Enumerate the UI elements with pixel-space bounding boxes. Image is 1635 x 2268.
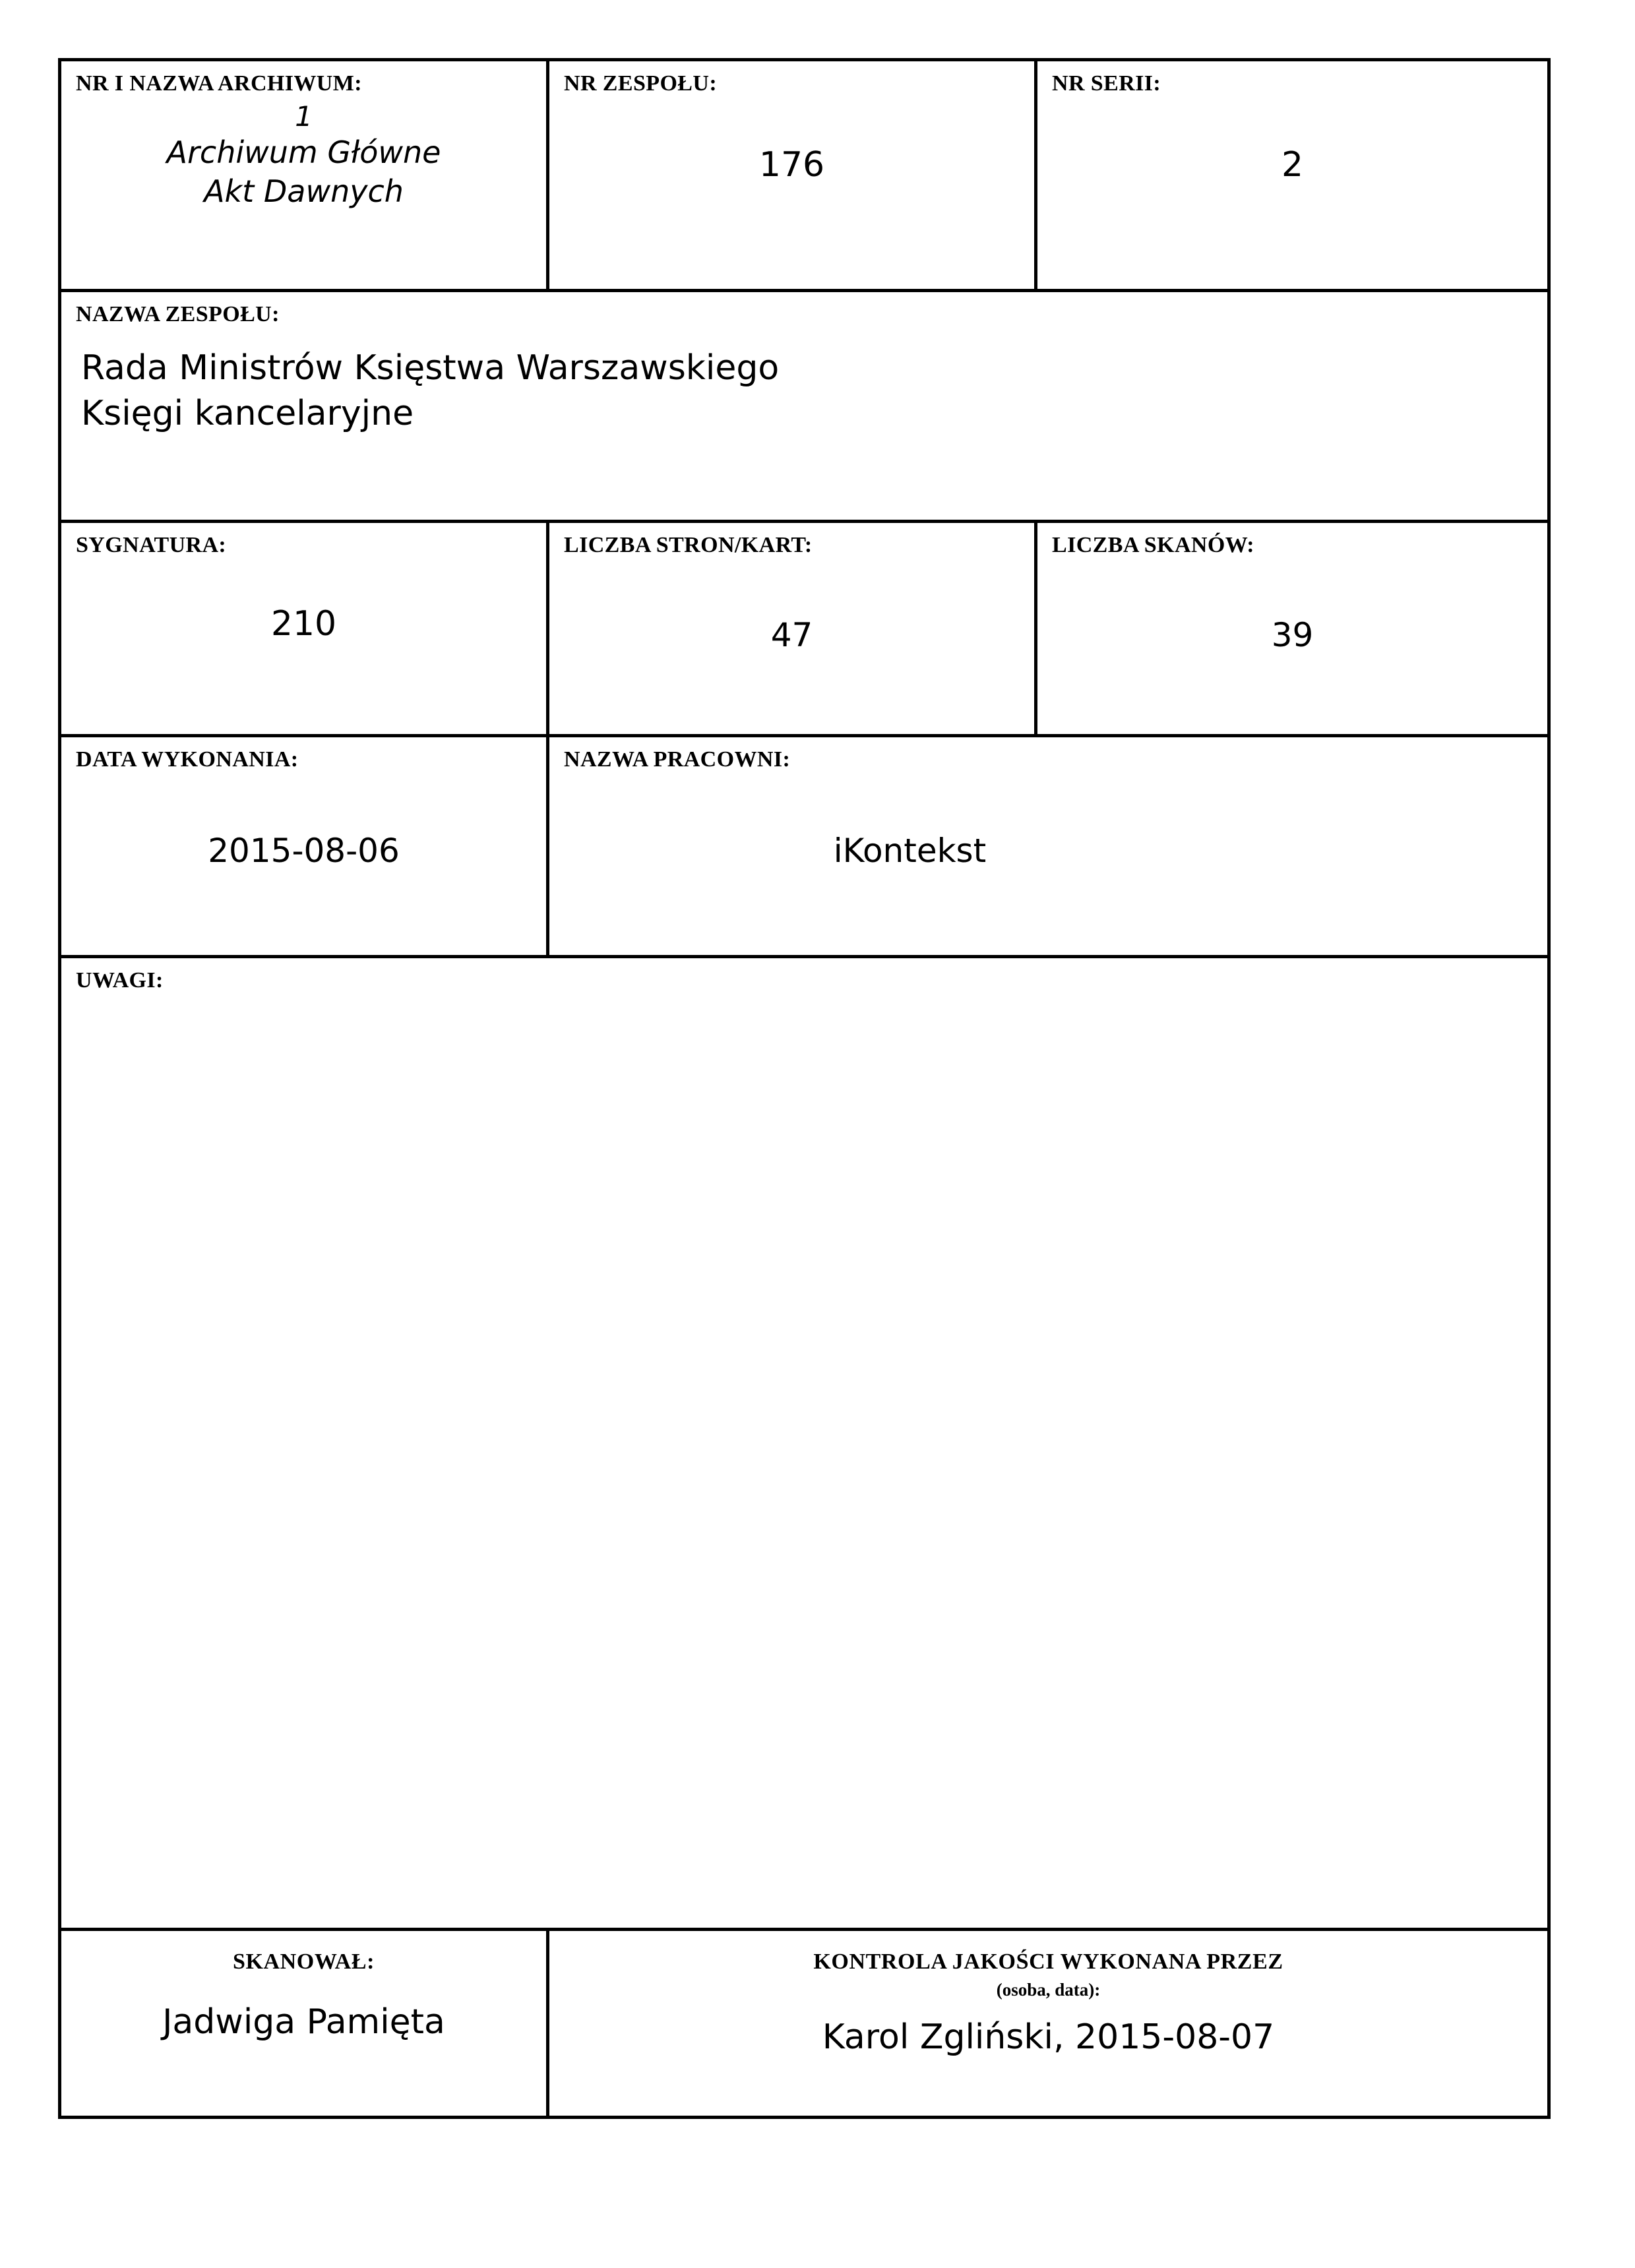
cell-nr-serii [1036,60,1549,291]
kontrola-sublabel-open: ( [996,1980,1003,2000]
data-wykonania-value: 2015-08-06 [208,832,400,871]
table-row [60,522,1549,736]
table-row [60,957,1549,1930]
table-row [60,60,1549,291]
cell-liczba-skanow [1036,522,1549,736]
archiwum-number: 1 [295,100,313,133]
archiwum-label: NR I NAZWA ARCHIWUM: [76,71,362,96]
cell-nazwa-zespolu [60,291,1549,522]
cell-archiwum [60,60,548,291]
liczba-stron-label: LICZBA STRON/KART: [564,533,813,557]
archiwum-value [76,100,532,211]
nazwa-pracowni-label: NAZWA PRACOWNI: [564,747,791,772]
cell-sygnatura [60,522,548,736]
kontrola-sublabel-text: osoba, data [1002,1980,1089,2000]
cell-uwagi [60,957,1549,1930]
liczba-stron-value: 47 [770,616,813,655]
cell-nazwa-pracowni [548,736,1549,957]
metadata-sheet [58,58,1551,2119]
archiwum-name-line-1: Archiwum Główne [166,135,441,171]
nr-zespolu-value: 176 [758,145,825,185]
liczba-skanow-label: LICZBA SKANÓW: [1052,533,1254,557]
cell-nr-zespolu [548,60,1036,291]
table-row [60,1930,1549,2118]
liczba-skanow-value: 39 [1271,616,1314,655]
nazwa-zespolu-value [81,346,1533,436]
uwagi-label: UWAGI: [76,968,164,993]
nazwa-zespolu-line-1: Rada Ministrów Księstwa Warszawskiego [81,348,780,388]
cell-skanowal [60,1930,548,2118]
sygnatura-label: SYGNATURA: [76,533,227,557]
nazwa-zespolu-line-2: Księgi kancelaryjne [81,393,414,433]
nr-zespolu-label: NR ZESPOŁU: [564,71,718,96]
table-row [60,736,1549,957]
data-wykonania-label: DATA WYKONANIA: [76,747,299,772]
nazwa-pracowni-value: iKontekst [833,832,987,871]
skanowal-value: Jadwiga Pamięta [162,2002,445,2042]
table-row [60,291,1549,522]
cell-liczba-stron [548,522,1036,736]
skanowal-label: SKANOWAŁ: [232,1949,375,1974]
sygnatura-value: 210 [270,604,337,644]
kontrola-label: KONTROLA JAKOŚCI WYKONANA PRZEZ [813,1949,1283,1974]
kontrola-sublabel [556,1975,1541,2000]
nazwa-zespolu-label: NAZWA ZESPOŁU: [76,302,280,326]
kontrola-sublabel-close: ): [1088,1980,1101,2000]
kontrola-value: Karol Zgliński, 2015-08-07 [822,2017,1275,2057]
archiwum-name-line-2: Akt Dawnych [204,173,404,210]
nr-serii-label: NR SERII: [1052,71,1161,96]
cell-data-wykonania [60,736,548,957]
cell-kontrola-jakosci [548,1930,1549,2118]
nr-serii-value: 2 [1281,145,1304,185]
